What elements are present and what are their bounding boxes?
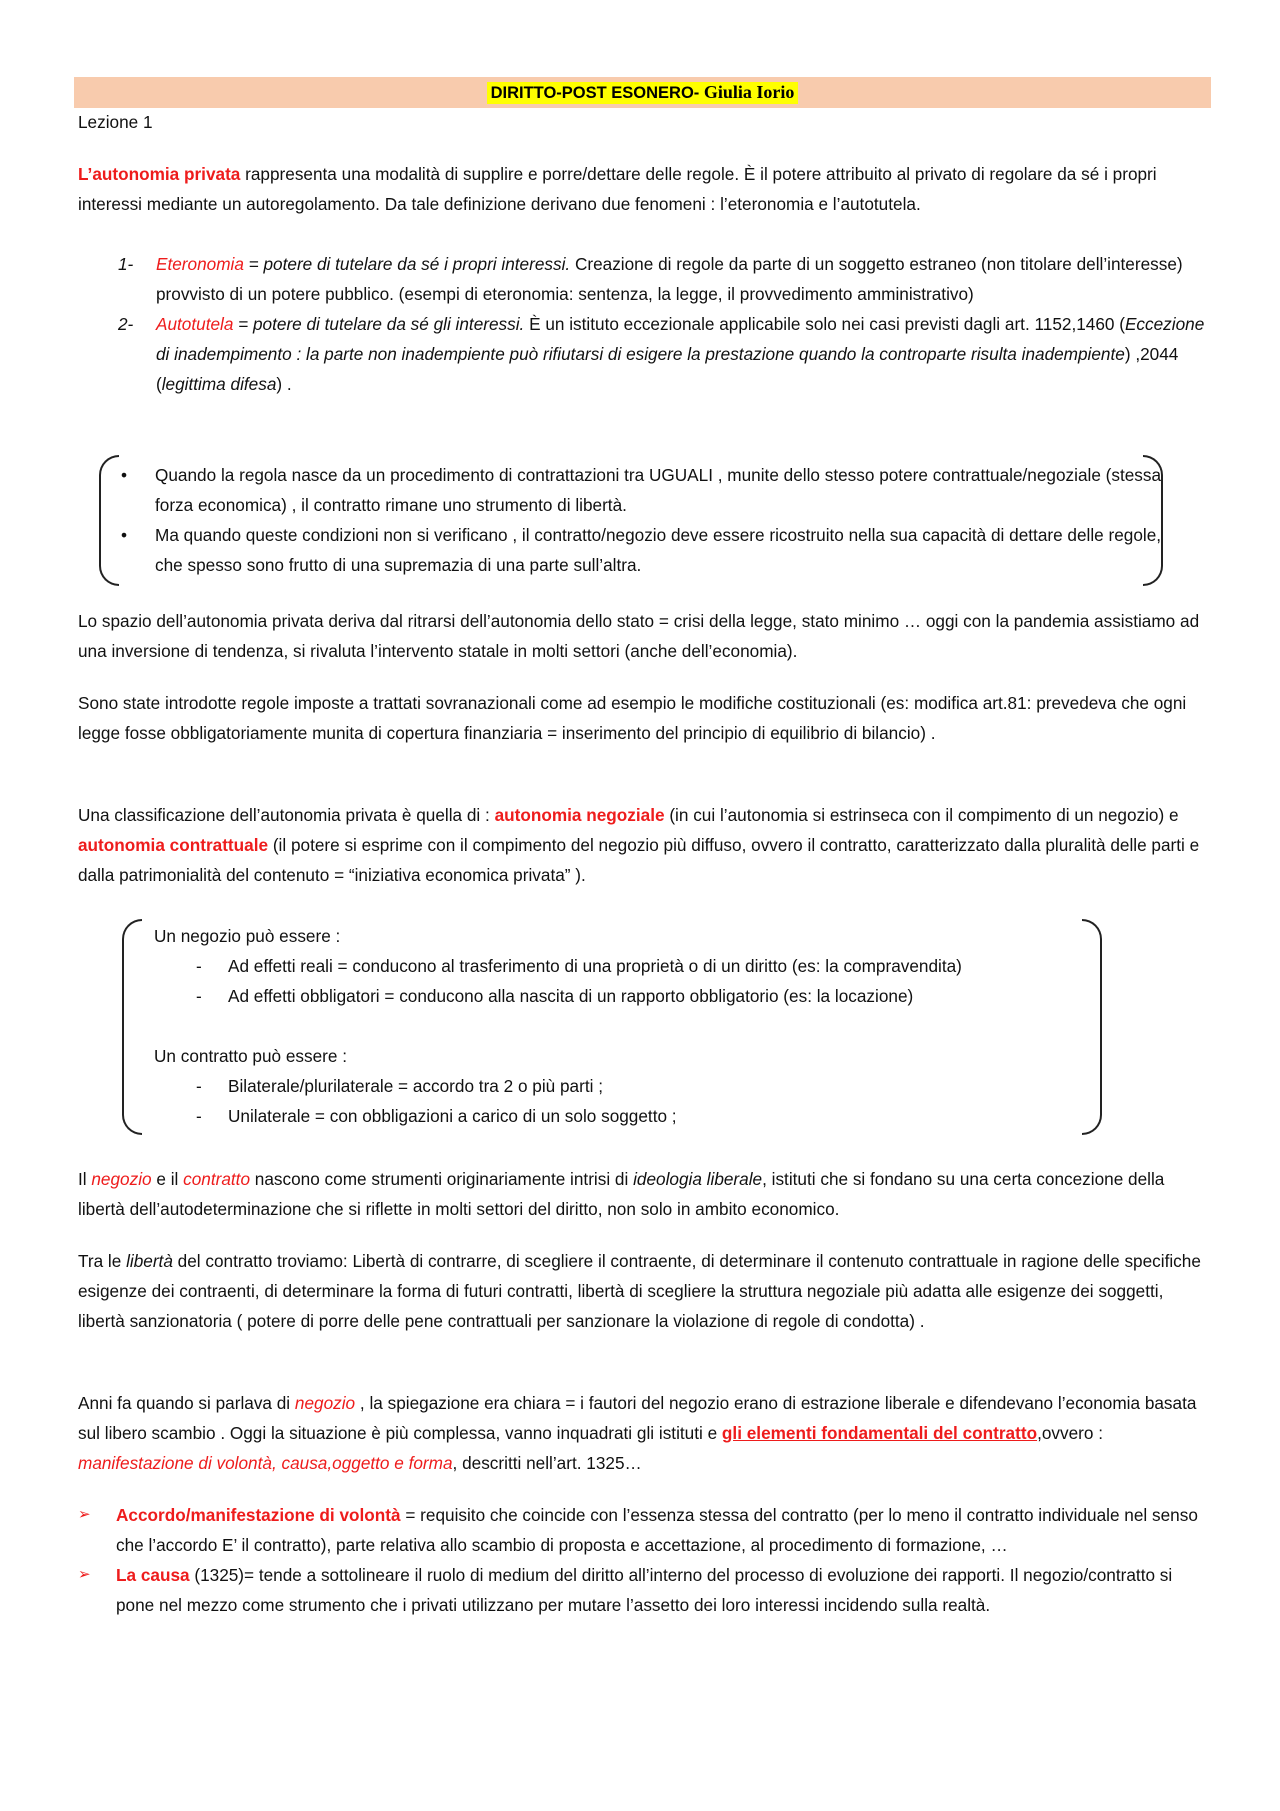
arrow-item: [78, 1500, 1212, 1560]
dash-icon: -: [196, 986, 202, 1006]
arrow-item: [78, 1560, 1212, 1620]
list-text: ) .: [276, 374, 292, 394]
dash-item: [122, 981, 1122, 1011]
term-ideologia-liberale: ideologia liberale: [633, 1169, 763, 1189]
term-elementi-list: manifestazione di volontà, causa,oggetto e forma: [78, 1453, 453, 1473]
document-title: [487, 82, 799, 104]
paragraph-text: , la spiegazione era chiara = i fautori del negozio erano di estrazione liberale e difendevano l’economia basata sul libero scambio . Oggi la situazione è più complessa, vanno inquadrati gli istituti e: [78, 1393, 1197, 1443]
dash-icon: -: [196, 1106, 202, 1126]
paragraph-text: (il potere si esprime con il compimento del negozio più diffuso, ovvero il contratto, caratterizzato dalla pluralità delle parti e dalla patrimonialità del contenuto = “iniziativa economica privata” ).: [78, 835, 1200, 885]
bullet-list: [99, 460, 1163, 580]
dash-text: Bilaterale/plurilaterale = accordo tra 2 o più parti ;: [228, 1076, 603, 1096]
list-number: 1-: [118, 254, 134, 274]
box-content: [122, 921, 1122, 1131]
paragraph-text: , istituti che si fondano su una certa concezione della libertà dell’autodeterminazione che si riflette in molti settori del diritto, non solo in ambito economico.: [78, 1169, 1165, 1219]
paragraph-text: Tra le: [78, 1251, 127, 1271]
lesson-label: Lezione 1: [78, 112, 153, 132]
dash-icon: -: [196, 1076, 202, 1096]
dash-text: Unilaterale = con obbligazioni a carico di un solo soggetto ;: [228, 1106, 677, 1126]
arrow-term: La causa: [116, 1565, 190, 1585]
paragraph-text: e il: [151, 1169, 184, 1189]
paragraph-text: , descritti nell’art. 1325…: [452, 1453, 642, 1473]
bullet-item: [99, 460, 1163, 520]
paragraph-text: (in cui l’autonomia si estrinseca con il compimento di un negozio) e: [664, 805, 1179, 825]
list-item: [78, 249, 1212, 309]
arrow-list: [78, 1500, 1212, 1620]
paragraph-text: nascono come strumenti originariamente intrisi di: [250, 1169, 634, 1189]
arrow-text: (1325)= tende a sottolineare il ruolo di medium del diritto all’interno del processo di evoluzione dei rapporti. Il negozio/contratto si pone nel mezzo come strumento che i privati utilizzano per mutare l’assetto dei loro interessi incidendo sulla realtà.: [116, 1565, 1173, 1615]
list-term: Autotutela: [156, 314, 234, 334]
bullet-icon: •: [121, 525, 128, 545]
arrow-bullet-icon: ➢: [78, 1506, 91, 1523]
dash-text: Ad effetti reali = conducono al trasferimento di una proprietà o di un diritto (es: la compravendita): [228, 956, 962, 976]
term-negozio: negozio: [91, 1169, 152, 1189]
dash-item: [122, 1101, 1122, 1131]
bullet-text: Ma quando queste condizioni non si verificano , il contratto/negozio deve essere ricostruito nella sua capacità di dettare delle regole, che spesso sono frutto di una supremazia di una parte sull’altra.: [155, 525, 1162, 575]
title-text: DIRITTO-POST ESONERO-: [490, 84, 704, 102]
paragraph-classificazione: [78, 800, 1212, 890]
paragraph-text: Una classificazione dell’autonomia privata è quella di :: [78, 805, 495, 825]
list-italic-note: legittima difesa: [161, 374, 277, 394]
paragraph-text: Il: [78, 1169, 92, 1189]
term-autonomia-contrattuale: autonomia contrattuale: [78, 835, 269, 855]
bullet-item: [99, 520, 1163, 580]
list-text: È un istituto eccezionale applicabile solo nei casi previsti dagli art. 1152,1460 (: [524, 314, 1125, 334]
dash-item: [122, 1071, 1122, 1101]
list-text: ) ,2044 (: [156, 344, 1179, 394]
arrow-text: = requisito che coincide con l’essenza stessa del contratto (per lo meno il contratto individuale nel senso che l’accordo E’ il contratto), parte relativa allo scambio di proposta e accettazione, al procedimento di formazione, …: [116, 1505, 1198, 1555]
document-title-bar: [74, 77, 1211, 108]
dash-icon: -: [196, 956, 202, 976]
intro-term: L’autonomia privata: [78, 164, 241, 184]
dash-item: [122, 951, 1122, 981]
list-number: 2-: [118, 314, 134, 334]
list-italic-note: Eccezione di inadempimento : la parte non inadempiente può rifiutarsi di esigere la prestazione quando la controparte risulta inadempiente: [156, 314, 1205, 364]
paragraph-text: ,ovvero :: [1037, 1423, 1103, 1443]
list-item: [78, 309, 1212, 399]
term-autonomia-negoziale: autonomia negoziale: [494, 805, 665, 825]
paragraph-regole: Sono state introdotte regole imposte a trattati sovranazionali come ad esempio le modifiche costituzionali (es: modifica art.81: prevedeva che ogni legge fosse obbligatoriamente munita di copertura finanziaria = inserimento del principio di equilibrio di bilancio) .: [78, 693, 1187, 743]
list-term: Eteronomia: [156, 254, 244, 274]
term-liberta: libertà: [126, 1251, 173, 1271]
list-definition: = potere di tutelare da sé gli interessi.: [233, 314, 525, 334]
bullet-text: Quando la regola nasce da un procedimento di contrattazioni tra UGUALI , munite dello stesso potere contrattuale/negoziale (stessa forza economica) , il contratto rimane uno strumento di libertà.: [155, 465, 1162, 515]
bullet-icon: •: [121, 465, 128, 485]
paragraph-spazio: Lo spazio dell’autonomia privata deriva dal ritrarsi dell’autonomia dello stato = crisi della legge, stato minimo … oggi con la pandemia assistiamo ad una inversione di tendenza, si rivaluta l’intervento statale in molti settori (anche dell’economia).: [78, 611, 1200, 661]
paragraph-text: del contratto troviamo: Libertà di contrarre, di scegliere il contraente, di determinare il contenuto contrattuale in ragione delle specifiche esigenze dei contraenti, di determinare la forma di futuri contratti, libertà di scegliere la struttura negoziale più adatta alle esigenze dei soggetti, libertà sanzionatoria ( potere di porre delle pene contrattuali per sanzionare la violazione di regole di condotta) .: [78, 1251, 1201, 1331]
arrow-bullet-icon: ➢: [78, 1566, 91, 1583]
title-author: Giulia Iorio: [703, 82, 795, 102]
paragraph-text: Anni fa quando si parlava di: [78, 1393, 295, 1413]
contratto-heading: Un contratto può essere :: [154, 1046, 347, 1066]
numbered-list: [78, 249, 1212, 399]
arrow-term: Accordo/manifestazione di volontà: [116, 1505, 401, 1525]
bracket-box-negozio-contratto: [122, 919, 1102, 1135]
paragraph-liberta: [78, 1246, 1212, 1336]
negozio-heading: Un negozio può essere :: [154, 926, 341, 946]
bracket-box-conditions: [99, 455, 1163, 586]
list-text: Creazione di regole da parte di un soggetto estraneo (non titolare dell’interesse) provvisto di un potere pubblico. (esempi di eteronomia: sentenza, la legge, il provvedimento amministrativo): [156, 254, 1183, 304]
term-negozio: negozio: [294, 1393, 356, 1413]
term-contratto: contratto: [183, 1169, 251, 1189]
term-elementi-fondamentali: gli elementi fondamentali del contratto: [721, 1423, 1038, 1443]
paragraph-negozio-contratto: [78, 1164, 1212, 1224]
paragraph-anni-fa: [78, 1388, 1212, 1478]
intro-paragraph: [78, 159, 1212, 219]
dash-text: Ad effetti obbligatori = conducono alla nascita di un rapporto obbligatorio (es: la locazione): [228, 986, 914, 1006]
list-definition: = potere di tutelare da sé i propri interessi.: [243, 254, 571, 274]
intro-text: rappresenta una modalità di supplire e porre/dettare delle regole. È il potere attribuito al privato di regolare da sé i propri interessi mediante un autoregolamento. Da tale definizione derivano due fenomeni : l’eteronomia e l’autotutela.: [78, 164, 1157, 214]
